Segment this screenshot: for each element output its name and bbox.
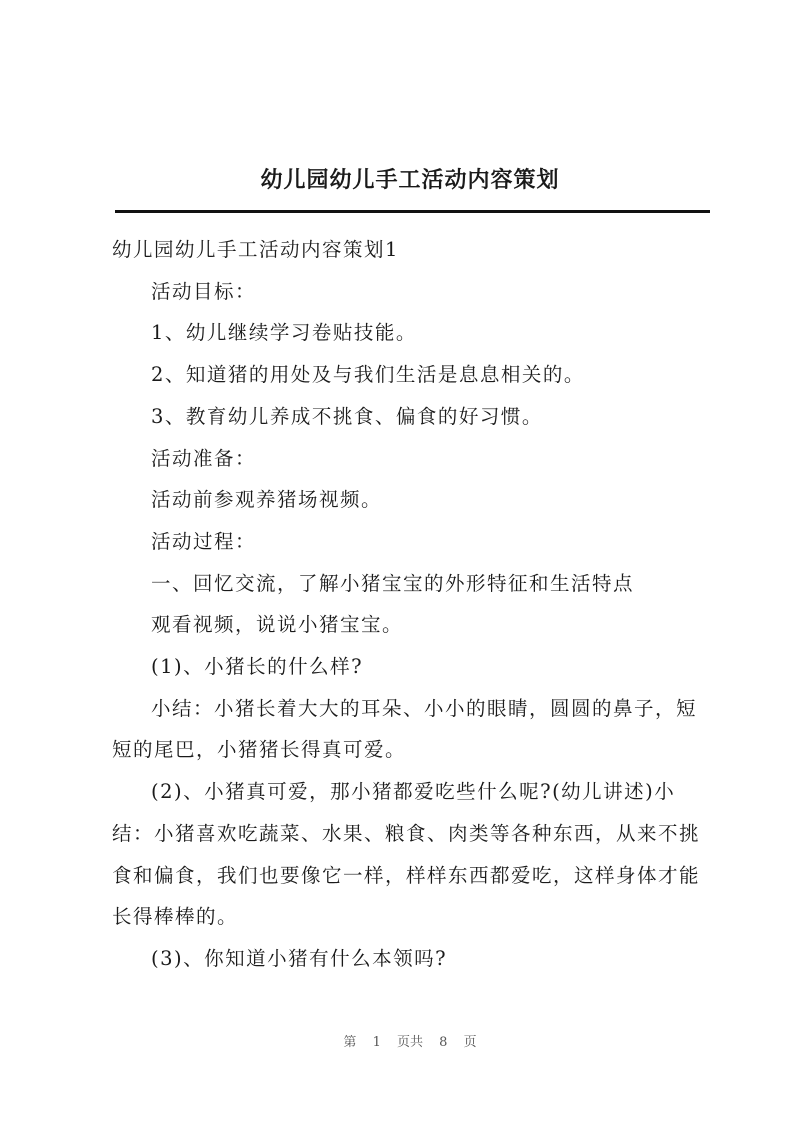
page-number xyxy=(0,1031,800,1050)
page-label-prefix: 第 xyxy=(343,1035,357,1050)
paragraph: 活动目标： xyxy=(151,279,257,303)
paragraph: 一、回忆交流，了解小猪宝宝的外形特征和生活特点 xyxy=(151,571,635,595)
total-pages: 8 xyxy=(439,1035,448,1050)
paragraph: 观看视频，说说小猪宝宝。 xyxy=(151,613,404,637)
current-page: 1 xyxy=(372,1035,381,1050)
paragraph: 2、知道猪的用处及与我们生活是息息相关的。 xyxy=(151,363,585,387)
paragraph: 活动准备： xyxy=(151,446,257,470)
page-label-middle: 页共 xyxy=(396,1035,423,1050)
paragraph: 3、教育幼儿养成不挑食、偏食的好习惯。 xyxy=(151,404,543,428)
paragraph: (1)、小猪长的什么样? xyxy=(151,655,364,679)
document-body xyxy=(112,229,712,980)
page-label-suffix: 页 xyxy=(463,1035,477,1050)
document-title: 幼儿园幼儿手工活动内容策划 xyxy=(260,167,560,193)
paragraph: (3)、你知道小猪有什么本领吗? xyxy=(151,946,448,970)
paragraph: 活动前参观养猪场视频。 xyxy=(151,488,383,512)
paragraph-heading: 幼儿园幼儿手工活动内容策划1 xyxy=(112,238,399,261)
paragraph: 活动过程： xyxy=(151,529,257,553)
paragraph: 1、幼儿继续学习卷贴技能。 xyxy=(151,321,417,345)
paragraph: 小结：小猪长着大大的耳朵、小小的眼睛，圆圆的鼻子，短短的尾巴，小猪猪长得真可爱。 xyxy=(112,696,698,762)
paragraph: (2)、小猪真可爱，那小猪都爱吃些什么呢?(幼儿讲述)小结：小猪喜欢吃蔬菜、水果、粮食、肉类等各种东西，从来不挑食和偏食，我们也要像它一样，样样东西都爱吃，这样身体才能长得棒棒的。 xyxy=(112,780,701,929)
title-divider xyxy=(115,210,710,213)
